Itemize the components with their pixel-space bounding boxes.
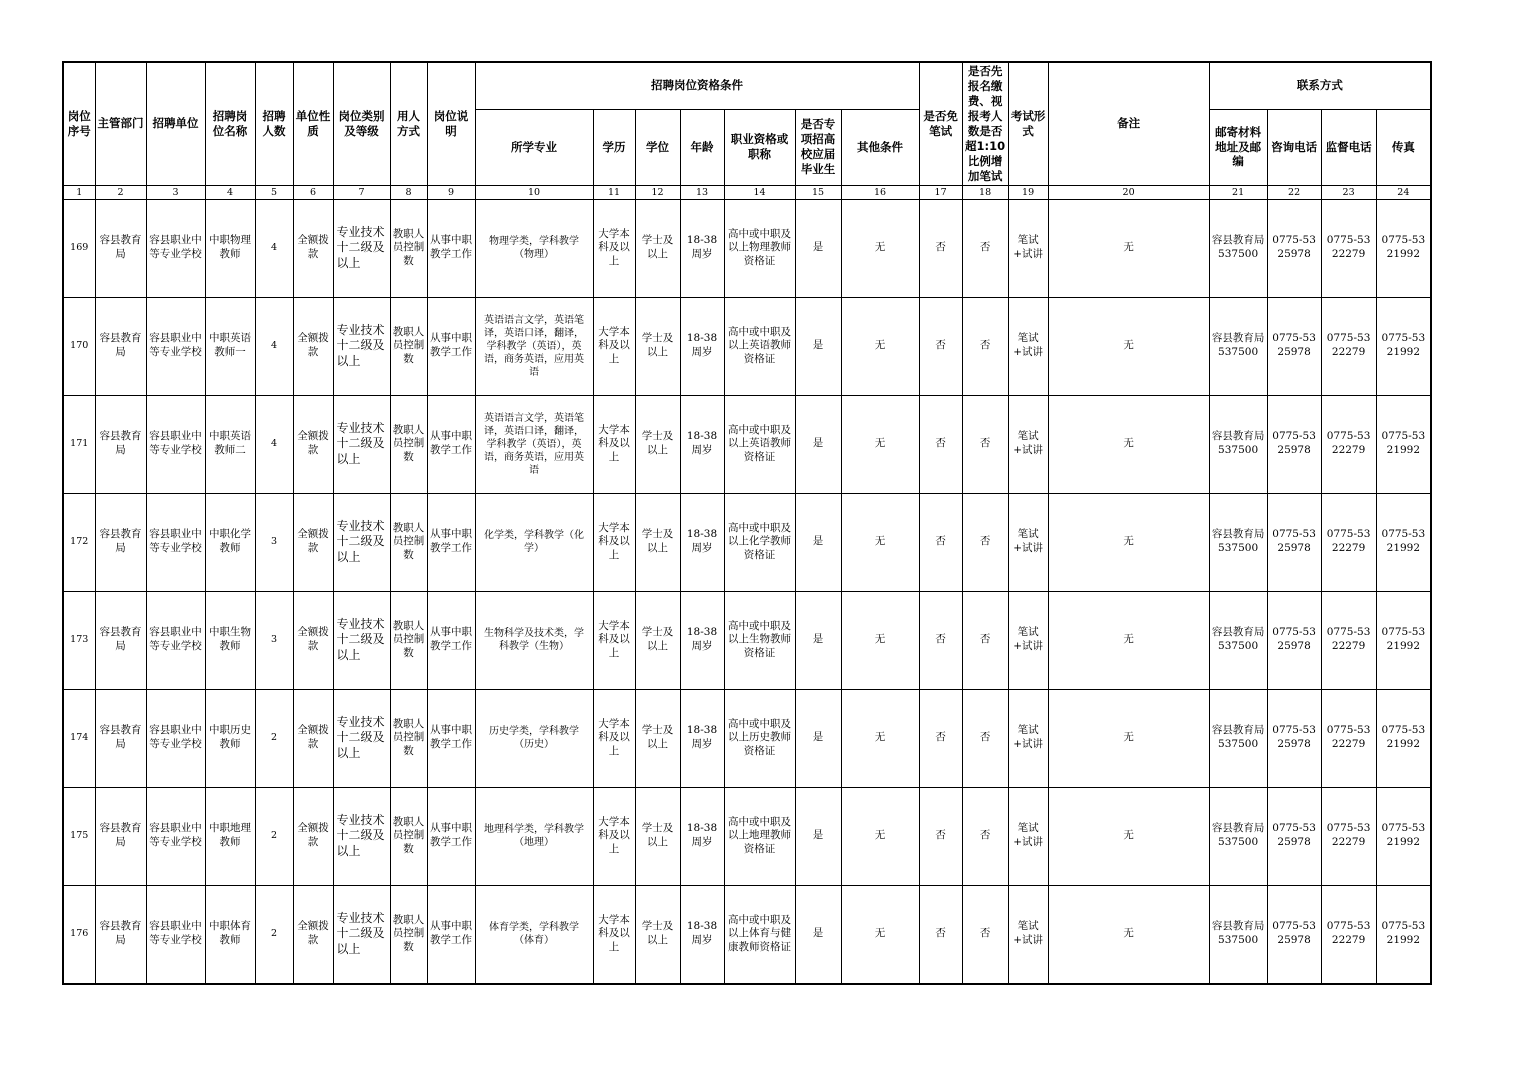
column-number: 5	[255, 185, 293, 199]
education-cell: 大学本科及以上	[593, 885, 635, 984]
column-number: 16	[841, 185, 919, 199]
supervision-phone-cell: 0775-5322279	[1321, 199, 1376, 297]
post-name-cell: 中职化学教师	[205, 493, 255, 591]
post-id-cell: 174	[63, 689, 95, 787]
header-graduate-only: 是否专项招高校应届毕业生	[795, 109, 841, 185]
other-conditions-cell: 无	[841, 297, 919, 395]
exam-exempt-cell: 否	[919, 395, 962, 493]
employment-mode-cell: 教职人员控制数	[390, 199, 427, 297]
age-cell: 18-38周岁	[680, 199, 724, 297]
remarks-cell: 无	[1048, 591, 1209, 689]
header-contact-group: 联系方式	[1209, 62, 1431, 109]
other-conditions-cell: 无	[841, 787, 919, 885]
graduate-only-cell: 是	[795, 885, 841, 984]
column-number: 17	[919, 185, 962, 199]
unit-nature-cell: 全额拨款	[293, 689, 333, 787]
header-education: 学历	[593, 109, 635, 185]
department-cell: 容县教育局	[95, 689, 146, 787]
unit-nature-cell: 全额拨款	[293, 885, 333, 984]
column-number: 24	[1376, 185, 1431, 199]
header-department: 主管部门	[95, 62, 146, 185]
graduate-only-cell: 是	[795, 297, 841, 395]
table-row	[63, 493, 1431, 591]
remarks-cell: 无	[1048, 787, 1209, 885]
certificate-cell: 高中或中职及以上英语教师资格证	[724, 297, 795, 395]
post-id-cell: 171	[63, 395, 95, 493]
post-description-cell: 从事中职教学工作	[427, 297, 475, 395]
education-cell: 大学本科及以上	[593, 493, 635, 591]
department-cell: 容县教育局	[95, 395, 146, 493]
column-number: 19	[1008, 185, 1048, 199]
inquiry-phone-cell: 0775-5325978	[1267, 199, 1321, 297]
education-cell: 大学本科及以上	[593, 199, 635, 297]
education-cell: 大学本科及以上	[593, 395, 635, 493]
employment-mode-cell: 教职人员控制数	[390, 885, 427, 984]
post-id-cell: 176	[63, 885, 95, 984]
count-cell: 2	[255, 689, 293, 787]
post-level-cell: 专业技术十二级及以上	[333, 591, 390, 689]
post-name-cell: 中职地理教师	[205, 787, 255, 885]
post-description-cell: 从事中职教学工作	[427, 885, 475, 984]
pre-registration-cell: 否	[962, 591, 1008, 689]
major-cell: 地理科学类，学科教学（地理）	[475, 787, 593, 885]
supervision-phone-cell: 0775-5322279	[1321, 689, 1376, 787]
header-qualification-group: 招聘岗位资格条件	[475, 62, 919, 109]
fax-cell: 0775-5321992	[1376, 689, 1431, 787]
age-cell: 18-38周岁	[680, 689, 724, 787]
certificate-cell: 高中或中职及以上化学教师资格证	[724, 493, 795, 591]
header-certificate: 职业资格或职称	[724, 109, 795, 185]
column-number: 3	[146, 185, 205, 199]
other-conditions-cell: 无	[841, 591, 919, 689]
education-cell: 大学本科及以上	[593, 787, 635, 885]
column-number: 15	[795, 185, 841, 199]
column-number: 12	[635, 185, 680, 199]
post-name-cell: 中职历史教师	[205, 689, 255, 787]
column-number: 18	[962, 185, 1008, 199]
graduate-only-cell: 是	[795, 787, 841, 885]
department-cell: 容县教育局	[95, 493, 146, 591]
inquiry-phone-cell: 0775-5325978	[1267, 395, 1321, 493]
post-id-cell: 169	[63, 199, 95, 297]
major-cell: 生物科学及技术类，学科教学（生物）	[475, 591, 593, 689]
post-description-cell: 从事中职教学工作	[427, 689, 475, 787]
header-major: 所学专业	[475, 109, 593, 185]
column-number: 7	[333, 185, 390, 199]
inquiry-phone-cell: 0775-5325978	[1267, 689, 1321, 787]
remarks-cell: 无	[1048, 199, 1209, 297]
degree-cell: 学士及以上	[635, 591, 680, 689]
table-row	[63, 395, 1431, 493]
age-cell: 18-38周岁	[680, 493, 724, 591]
mail-address-cell: 容县教育局537500	[1209, 885, 1267, 984]
employment-mode-cell: 教职人员控制数	[390, 591, 427, 689]
fax-cell: 0775-5321992	[1376, 787, 1431, 885]
graduate-only-cell: 是	[795, 689, 841, 787]
fax-cell: 0775-5321992	[1376, 395, 1431, 493]
header-post-id: 岗位序号	[63, 62, 95, 185]
count-cell: 4	[255, 199, 293, 297]
remarks-cell: 无	[1048, 885, 1209, 984]
employment-mode-cell: 教职人员控制数	[390, 395, 427, 493]
inquiry-phone-cell: 0775-5325978	[1267, 787, 1321, 885]
other-conditions-cell: 无	[841, 689, 919, 787]
unit-cell: 容县职业中等专业学校	[146, 689, 205, 787]
post-name-cell: 中职物理教师	[205, 199, 255, 297]
column-number: 8	[390, 185, 427, 199]
certificate-cell: 高中或中职及以上生物教师资格证	[724, 591, 795, 689]
exam-form-cell: 笔试+试讲	[1008, 199, 1048, 297]
pre-registration-cell: 否	[962, 395, 1008, 493]
column-number: 13	[680, 185, 724, 199]
table-row	[63, 885, 1431, 984]
header-degree: 学位	[635, 109, 680, 185]
count-cell: 4	[255, 395, 293, 493]
pre-registration-cell: 否	[962, 885, 1008, 984]
other-conditions-cell: 无	[841, 395, 919, 493]
exam-exempt-cell: 否	[919, 689, 962, 787]
header-pre-registration: 是否先报名缴费、视报考人数是否超1:10比例增加笔试	[962, 62, 1008, 185]
unit-cell: 容县职业中等专业学校	[146, 493, 205, 591]
table-row	[63, 199, 1431, 297]
department-cell: 容县教育局	[95, 199, 146, 297]
department-cell: 容县教育局	[95, 885, 146, 984]
supervision-phone-cell: 0775-5322279	[1321, 885, 1376, 984]
header-post-name: 招聘岗位名称	[205, 62, 255, 185]
degree-cell: 学士及以上	[635, 493, 680, 591]
other-conditions-cell: 无	[841, 493, 919, 591]
exam-exempt-cell: 否	[919, 297, 962, 395]
age-cell: 18-38周岁	[680, 591, 724, 689]
unit-cell: 容县职业中等专业学校	[146, 199, 205, 297]
inquiry-phone-cell: 0775-5325978	[1267, 297, 1321, 395]
graduate-only-cell: 是	[795, 395, 841, 493]
count-cell: 4	[255, 297, 293, 395]
column-number: 22	[1267, 185, 1321, 199]
pre-registration-cell: 否	[962, 199, 1008, 297]
unit-cell: 容县职业中等专业学校	[146, 591, 205, 689]
mail-address-cell: 容县教育局537500	[1209, 591, 1267, 689]
post-level-cell: 专业技术十二级及以上	[333, 885, 390, 984]
column-number: 4	[205, 185, 255, 199]
major-cell: 历史学类，学科教学（历史）	[475, 689, 593, 787]
column-number: 11	[593, 185, 635, 199]
header-post-description: 岗位说明	[427, 62, 475, 185]
column-number: 21	[1209, 185, 1267, 199]
fax-cell: 0775-5321992	[1376, 885, 1431, 984]
post-id-cell: 173	[63, 591, 95, 689]
other-conditions-cell: 无	[841, 199, 919, 297]
fax-cell: 0775-5321992	[1376, 297, 1431, 395]
exam-form-cell: 笔试+试讲	[1008, 885, 1048, 984]
post-description-cell: 从事中职教学工作	[427, 199, 475, 297]
unit-nature-cell: 全额拨款	[293, 787, 333, 885]
header-remarks: 备注	[1048, 62, 1209, 185]
pre-registration-cell: 否	[962, 689, 1008, 787]
post-id-cell: 172	[63, 493, 95, 591]
post-id-cell: 170	[63, 297, 95, 395]
education-cell: 大学本科及以上	[593, 297, 635, 395]
header-employment-mode: 用人方式	[390, 62, 427, 185]
fax-cell: 0775-5321992	[1376, 493, 1431, 591]
employment-mode-cell: 教职人员控制数	[390, 689, 427, 787]
graduate-only-cell: 是	[795, 493, 841, 591]
inquiry-phone-cell: 0775-5325978	[1267, 591, 1321, 689]
post-level-cell: 专业技术十二级及以上	[333, 493, 390, 591]
header-supervision-phone: 监督电话	[1321, 109, 1376, 185]
other-conditions-cell: 无	[841, 885, 919, 984]
degree-cell: 学士及以上	[635, 689, 680, 787]
unit-cell: 容县职业中等专业学校	[146, 297, 205, 395]
post-description-cell: 从事中职教学工作	[427, 493, 475, 591]
pre-registration-cell: 否	[962, 297, 1008, 395]
post-level-cell: 专业技术十二级及以上	[333, 199, 390, 297]
exam-form-cell: 笔试+试讲	[1008, 689, 1048, 787]
major-cell: 物理学类，学科教学（物理）	[475, 199, 593, 297]
graduate-only-cell: 是	[795, 591, 841, 689]
column-number: 9	[427, 185, 475, 199]
certificate-cell: 高中或中职及以上地理教师资格证	[724, 787, 795, 885]
count-cell: 3	[255, 493, 293, 591]
degree-cell: 学士及以上	[635, 395, 680, 493]
post-description-cell: 从事中职教学工作	[427, 591, 475, 689]
degree-cell: 学士及以上	[635, 787, 680, 885]
degree-cell: 学士及以上	[635, 297, 680, 395]
major-cell: 化学类，学科教学（化学）	[475, 493, 593, 591]
graduate-only-cell: 是	[795, 199, 841, 297]
column-number: 6	[293, 185, 333, 199]
inquiry-phone-cell: 0775-5325978	[1267, 885, 1321, 984]
remarks-cell: 无	[1048, 297, 1209, 395]
major-cell: 英语语言文学，英语笔译，英语口译，翻译，学科教学（英语），英语，商务英语，应用英语	[475, 395, 593, 493]
age-cell: 18-38周岁	[680, 787, 724, 885]
age-cell: 18-38周岁	[680, 395, 724, 493]
exam-exempt-cell: 否	[919, 787, 962, 885]
pre-registration-cell: 否	[962, 493, 1008, 591]
header-post-level: 岗位类别及等级	[333, 62, 390, 185]
post-description-cell: 从事中职教学工作	[427, 787, 475, 885]
education-cell: 大学本科及以上	[593, 591, 635, 689]
recruitment-table	[62, 61, 1432, 985]
fax-cell: 0775-5321992	[1376, 199, 1431, 297]
column-number: 14	[724, 185, 795, 199]
header-other-conditions: 其他条件	[841, 109, 919, 185]
employment-mode-cell: 教职人员控制数	[390, 787, 427, 885]
unit-cell: 容县职业中等专业学校	[146, 787, 205, 885]
post-name-cell: 中职英语教师二	[205, 395, 255, 493]
table-row	[63, 787, 1431, 885]
mail-address-cell: 容县教育局537500	[1209, 493, 1267, 591]
exam-exempt-cell: 否	[919, 885, 962, 984]
certificate-cell: 高中或中职及以上英语教师资格证	[724, 395, 795, 493]
mail-address-cell: 容县教育局537500	[1209, 199, 1267, 297]
post-level-cell: 专业技术十二级及以上	[333, 689, 390, 787]
degree-cell: 学士及以上	[635, 885, 680, 984]
exam-form-cell: 笔试+试讲	[1008, 787, 1048, 885]
header-age: 年龄	[680, 109, 724, 185]
supervision-phone-cell: 0775-5322279	[1321, 591, 1376, 689]
unit-nature-cell: 全额拨款	[293, 395, 333, 493]
unit-nature-cell: 全额拨款	[293, 297, 333, 395]
major-cell: 体育学类，学科教学（体育）	[475, 885, 593, 984]
supervision-phone-cell: 0775-5322279	[1321, 493, 1376, 591]
exam-form-cell: 笔试+试讲	[1008, 493, 1048, 591]
employment-mode-cell: 教职人员控制数	[390, 493, 427, 591]
unit-nature-cell: 全额拨款	[293, 591, 333, 689]
count-cell: 2	[255, 885, 293, 984]
exam-form-cell: 笔试+试讲	[1008, 395, 1048, 493]
post-name-cell: 中职体育教师	[205, 885, 255, 984]
exam-exempt-cell: 否	[919, 199, 962, 297]
column-number: 10	[475, 185, 593, 199]
mail-address-cell: 容县教育局537500	[1209, 787, 1267, 885]
department-cell: 容县教育局	[95, 591, 146, 689]
supervision-phone-cell: 0775-5322279	[1321, 297, 1376, 395]
unit-cell: 容县职业中等专业学校	[146, 885, 205, 984]
remarks-cell: 无	[1048, 689, 1209, 787]
mail-address-cell: 容县教育局537500	[1209, 297, 1267, 395]
fax-cell: 0775-5321992	[1376, 591, 1431, 689]
age-cell: 18-38周岁	[680, 297, 724, 395]
count-cell: 2	[255, 787, 293, 885]
header-fax: 传真	[1376, 109, 1431, 185]
header-inquiry-phone: 咨询电话	[1267, 109, 1321, 185]
table-row	[63, 297, 1431, 395]
certificate-cell: 高中或中职及以上历史教师资格证	[724, 689, 795, 787]
exam-exempt-cell: 否	[919, 493, 962, 591]
header-unit-nature: 单位性质	[293, 62, 333, 185]
certificate-cell: 高中或中职及以上物理教师资格证	[724, 199, 795, 297]
major-cell: 英语语言文学，英语笔译，英语口译，翻译，学科教学（英语），英语，商务英语，应用英语	[475, 297, 593, 395]
education-cell: 大学本科及以上	[593, 689, 635, 787]
degree-cell: 学士及以上	[635, 199, 680, 297]
column-number: 1	[63, 185, 95, 199]
age-cell: 18-38周岁	[680, 885, 724, 984]
header-exam-exempt: 是否免笔试	[919, 62, 962, 185]
table-body	[63, 199, 1431, 984]
count-cell: 3	[255, 591, 293, 689]
table-row	[63, 689, 1431, 787]
unit-nature-cell: 全额拨款	[293, 493, 333, 591]
column-number-row	[63, 185, 1431, 199]
unit-cell: 容县职业中等专业学校	[146, 395, 205, 493]
post-description-cell: 从事中职教学工作	[427, 395, 475, 493]
unit-nature-cell: 全额拨款	[293, 199, 333, 297]
pre-registration-cell: 否	[962, 787, 1008, 885]
exam-exempt-cell: 否	[919, 591, 962, 689]
post-level-cell: 专业技术十二级及以上	[333, 297, 390, 395]
mail-address-cell: 容县教育局537500	[1209, 689, 1267, 787]
header-exam-form: 考试形式	[1008, 62, 1048, 185]
post-level-cell: 专业技术十二级及以上	[333, 395, 390, 493]
header-count: 招聘人数	[255, 62, 293, 185]
department-cell: 容县教育局	[95, 297, 146, 395]
supervision-phone-cell: 0775-5322279	[1321, 787, 1376, 885]
inquiry-phone-cell: 0775-5325978	[1267, 493, 1321, 591]
exam-form-cell: 笔试+试讲	[1008, 297, 1048, 395]
remarks-cell: 无	[1048, 493, 1209, 591]
employment-mode-cell: 教职人员控制数	[390, 297, 427, 395]
exam-form-cell: 笔试+试讲	[1008, 591, 1048, 689]
header-mail-address: 邮寄材料地址及邮编	[1209, 109, 1267, 185]
certificate-cell: 高中或中职及以上体育与健康教师资格证	[724, 885, 795, 984]
header-unit: 招聘单位	[146, 62, 205, 185]
column-number: 2	[95, 185, 146, 199]
post-name-cell: 中职英语教师一	[205, 297, 255, 395]
column-number: 23	[1321, 185, 1376, 199]
table-row	[63, 591, 1431, 689]
department-cell: 容县教育局	[95, 787, 146, 885]
post-id-cell: 175	[63, 787, 95, 885]
column-number: 20	[1048, 185, 1209, 199]
post-level-cell: 专业技术十二级及以上	[333, 787, 390, 885]
supervision-phone-cell: 0775-5322279	[1321, 395, 1376, 493]
remarks-cell: 无	[1048, 395, 1209, 493]
mail-address-cell: 容县教育局537500	[1209, 395, 1267, 493]
post-name-cell: 中职生物教师	[205, 591, 255, 689]
